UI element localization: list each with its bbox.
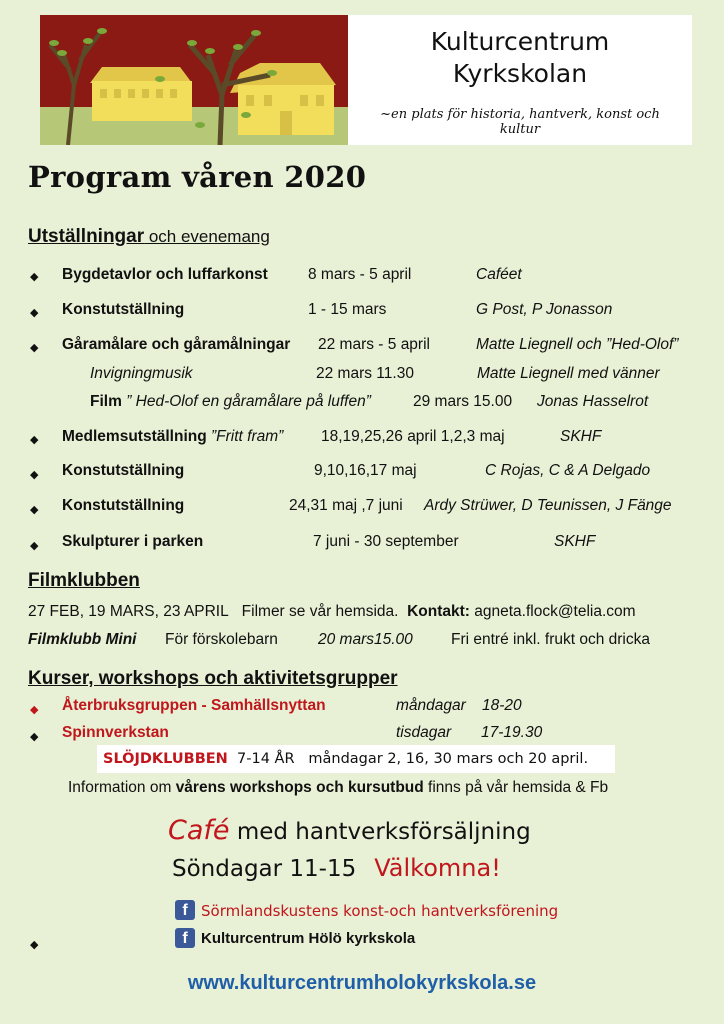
exhibition-date: 8 mars - 5 april: [308, 266, 412, 283]
opening-music-date: 22 mars 11.30: [316, 365, 414, 382]
exhibition-name: Konstutställning: [62, 301, 185, 318]
contact-label: Kontakt:: [407, 603, 470, 620]
slojdklubben-label: SLÖJDKLUBBEN: [103, 751, 228, 767]
filmklubben-dates: 27 FEB, 19 MARS, 23 APRIL: [28, 603, 229, 620]
bullet-icon: ◆: [30, 271, 39, 283]
website-link[interactable]: www.kulturcentrumholokyrkskola.se: [187, 972, 537, 994]
facebook-link-kulturcentrum[interactable]: Kulturcentrum Hölö kyrkskola: [201, 930, 416, 947]
welcome-text: Välkomna!: [374, 854, 501, 882]
facebook-icon[interactable]: f: [175, 900, 195, 920]
filmklubben-heading: Filmklubben: [28, 570, 140, 591]
opening-music-artist: Matte Liegnell med vänner: [477, 365, 660, 382]
bullet-icon: ◆: [30, 342, 39, 354]
course-time: 17-19.30: [481, 724, 543, 741]
exhibition-artist: Caféet: [476, 266, 522, 283]
opening-music-name: Invigningmusik: [90, 365, 193, 382]
bullet-icon: ◆: [30, 704, 39, 716]
tagline-line2: kultur: [499, 122, 541, 137]
exhibition-name: Bygdetavlor och luffarkonst: [62, 266, 268, 283]
film-date: 29 mars 15.00: [413, 393, 513, 410]
filmklubb-mini-audience: För förskolebarn: [165, 631, 278, 648]
exhibition-date: 22 mars - 5 april: [318, 336, 430, 353]
page-title: Program våren 2020: [28, 160, 367, 194]
slojdklubben-age: 7-14 ÅR: [237, 751, 295, 767]
filmklubben-row: [28, 603, 636, 621]
cafe-line: [168, 815, 531, 846]
exhibition-date: 1 - 15 mars: [308, 301, 387, 318]
exhibition-name: Konstutställning: [62, 497, 185, 514]
exhibition-name: Medlemsutställning: [62, 428, 207, 445]
exhibition-name-row: [62, 428, 283, 446]
bullet-icon: ◆: [30, 540, 39, 552]
exhibition-name: Konstutställning: [62, 462, 185, 479]
cafe-rest: med hantverksförsäljning: [229, 819, 531, 845]
exhibition-artist: SKHF: [560, 428, 602, 445]
exhibition-date: 18,19,25,26 april 1,2,3 maj: [321, 428, 505, 445]
facebook-icon[interactable]: f: [175, 928, 195, 948]
facebook-link-sormlandskusten[interactable]: Sörmlandskustens konst-och hantverksförening: [201, 902, 559, 920]
course-time: 18-20: [482, 697, 522, 714]
workshop-info-bold: vårens workshops och kursutbud: [175, 779, 424, 796]
bullet-icon: ◆: [30, 469, 39, 481]
brand-name-line2: Kyrkskolan: [452, 59, 588, 88]
exhibition-subtitle: ”Fritt fram”: [211, 428, 284, 445]
workshop-info-pre: Information om: [68, 779, 176, 796]
filmklubb-mini-label: Filmklubb Mini: [28, 631, 137, 648]
header-banner: [40, 15, 692, 145]
exhibitions-heading-main: Utställningar: [28, 226, 145, 247]
film-label: Film: [90, 393, 122, 410]
exhibition-date: 7 juni - 30 september: [313, 533, 459, 550]
exhibition-artist: G Post, P Jonasson: [476, 301, 613, 318]
bullet-icon: ◆: [30, 731, 39, 743]
film-title: ” Hed-Olof en gåramålare på luffen”: [126, 393, 371, 410]
workshop-info-post: finns på vår hemsida & Fb: [423, 779, 609, 796]
brand-name-line1: Kulturcentrum: [430, 27, 610, 56]
cafe-hours-line: [172, 854, 501, 882]
film-presenter: Jonas Hasselrot: [537, 393, 649, 410]
bullet-icon: ◆: [30, 939, 39, 951]
contact-email: agneta.flock@telia.com: [474, 603, 636, 620]
film-row: [90, 393, 371, 411]
course-name: Spinnverkstan: [62, 724, 169, 741]
course-day: tisdagar: [396, 724, 452, 741]
exhibition-artist: SKHF: [554, 533, 596, 550]
exhibition-artist: C Rojas, C & A Delgado: [485, 462, 651, 479]
exhibition-name: Gåramålare och gåramålningar: [62, 336, 291, 353]
filmklubben-info: Filmer se vår hemsida.: [241, 603, 399, 620]
banner-illustration: [40, 15, 348, 145]
slojdklubben-box: [97, 745, 615, 773]
exhibition-date: 24,31 maj ,7 juni: [289, 497, 403, 514]
cafe-hours: Söndagar 11-15: [172, 856, 357, 882]
banner-title-panel: [348, 15, 692, 145]
exhibition-artist: Ardy Strüwer, D Teunissen, J Fänge: [424, 497, 672, 514]
slojdklubben-dates: måndagar 2, 16, 30 mars och 20 april.: [308, 751, 589, 767]
workshop-info: [68, 779, 608, 797]
exhibitions-heading-rest: och evenemang: [144, 227, 270, 246]
cafe-word: Café: [168, 815, 230, 846]
bullet-icon: ◆: [30, 434, 39, 446]
houses-and-trees-illustration: [40, 15, 348, 145]
exhibition-artist: Matte Liegnell och ”Hed-Olof”: [476, 336, 679, 353]
filmklubb-mini-info: Fri entré inkl. frukt och dricka: [451, 631, 650, 648]
exhibition-name: Skulpturer i parken: [62, 533, 204, 550]
tagline-line1: ~en plats för historia, hantverk, konst och: [380, 107, 660, 122]
bullet-icon: ◆: [30, 504, 39, 516]
exhibition-date: 9,10,16,17 maj: [314, 462, 417, 479]
course-name: Återbruksgruppen - Samhällsnyttan: [62, 697, 326, 714]
kurser-heading: Kurser, workshops och aktivitetsgrupper: [28, 668, 398, 689]
filmklubb-mini-date: 20 mars15.00: [318, 631, 413, 648]
exhibitions-heading: [28, 226, 270, 248]
bullet-icon: ◆: [30, 307, 39, 319]
course-day: måndagar: [396, 697, 466, 714]
